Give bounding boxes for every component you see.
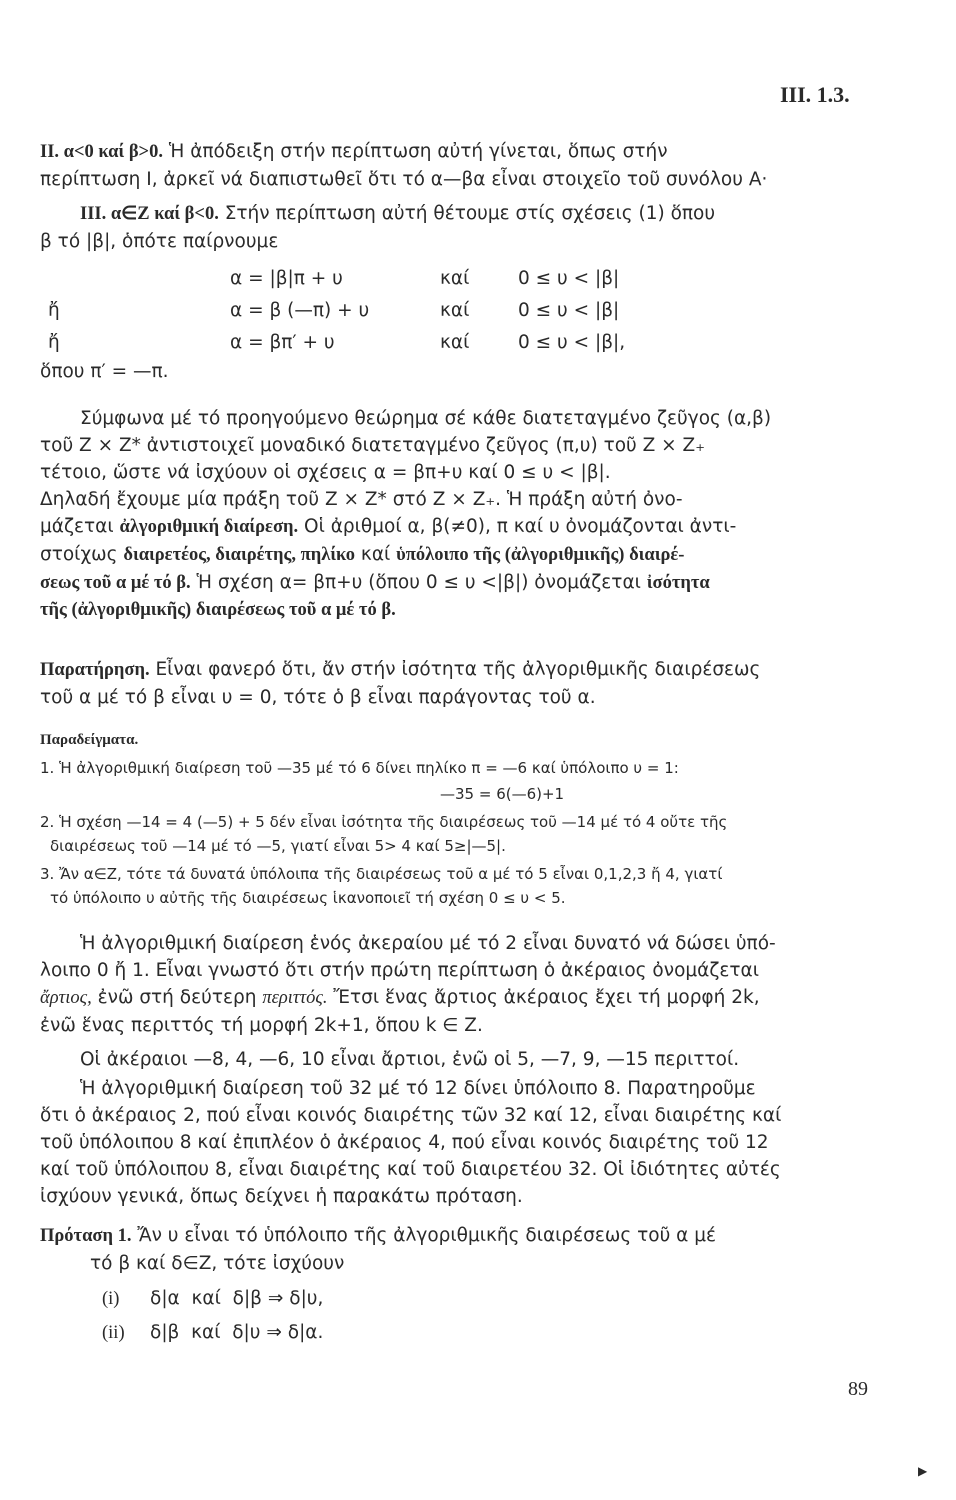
theorem-line-4: Δηλαδή ἔχουμε μία πράξη τοῦ Z × Z* στό Z × Z₊. Ἡ πράξη αὐτή ὀνο- bbox=[40, 489, 683, 510]
examples-section bbox=[40, 728, 880, 910]
parity-line-3d: Ἔτσι ἕνας ἄρτιος ἀκέραιος ἔχει τή μορφή 2k, bbox=[327, 987, 760, 1008]
example-3-line-2: τό ὑπόλοιπο υ αὐτῆς τῆς διαιρέσεως ἱκανοποιεῖ τή σχέση 0 ≤ υ < 5. bbox=[50, 889, 566, 907]
division-paragraph bbox=[40, 1075, 880, 1210]
term-division-of-a-by-b: σεως τοῦ α μέ τό β. bbox=[40, 573, 191, 593]
proposition-label: Πρόταση 1. bbox=[40, 1226, 132, 1246]
case-3-paragraph bbox=[40, 200, 880, 255]
example-1-equation: —35 = 6(—6)+1 bbox=[440, 785, 565, 803]
term-algorithmic-division: ἀλγοριθμική διαίρεση. bbox=[119, 517, 299, 537]
remark-paragraph bbox=[40, 656, 880, 711]
parity-line-3b: ἐνῶ στή δεύτερη bbox=[91, 987, 263, 1008]
case-2-label: II. α<0 καί β>0. bbox=[40, 142, 163, 162]
case-2-paragraph bbox=[40, 138, 880, 193]
division-line-1: Ἡ ἀλγοριθμική διαίρεση τοῦ 32 μέ τό 12 δίνει ὑπόλοιπο 8. Παρατηροῦμε bbox=[80, 1078, 756, 1099]
division-line-2: ὅτι ὁ ἀκέραιος 2, πού εἶναι κοινός διαιρέτης τῶν 32 καί 12, εἶναι διαιρέτης καί bbox=[40, 1105, 782, 1126]
remark-text: Εἶναι φανερό ὅτι, ἄν στήν ἰσότητα τῆς ἀλγοριθμικῆς διαιρέσεως bbox=[149, 659, 761, 680]
proposition-line-2: τό β καί δ∈Z, τότε ἰσχύουν bbox=[90, 1253, 345, 1274]
equation-2-lhs: α = β (—π) + υ bbox=[230, 300, 370, 321]
remark-line-2: τοῦ α μέ τό β εἶναι υ = 0, τότε ὁ β εἶναι παράγοντας τοῦ α. bbox=[40, 687, 596, 708]
parity-line-4: ἐνῶ ἕνας περιττός τή μορφή 2k+1, ὅπου k ∈ Z. bbox=[40, 1015, 483, 1036]
equation-3-prefix: ἤ bbox=[48, 332, 60, 353]
case-3-label: III. α∈Z καί β<0. bbox=[80, 204, 219, 224]
integers-line: Οἱ ἀκέραιοι —8, 4, —6, 10 εἶναι ἄρτιοι, ἐνῶ οἱ 5, —7, 9, —15 περιττοί. bbox=[80, 1049, 740, 1070]
corner-mark-icon: ▶ bbox=[918, 1464, 928, 1478]
example-1: 1. Ἡ ἀλγοριθμική διαίρεση τοῦ —35 μέ τό 6 δίνει πηλίκο π = —6 καί ὑπόλοιπο υ = 1: bbox=[40, 759, 679, 777]
theorem-line-6c: καί bbox=[355, 544, 397, 565]
where-line: ὅπου π′ = —π. bbox=[40, 361, 169, 382]
page-number: 89 bbox=[848, 1378, 868, 1400]
theorem-line-7b: Ἡ σχέση α= βπ+υ (ὅπου 0 ≤ υ <|β|) ὀνομάζεται bbox=[190, 572, 647, 593]
theorem-line-8: τῆς (ἀλγοριθμικῆς) διαιρέσεως τοῦ α μέ τό β. bbox=[40, 600, 396, 620]
examples-title: Παραδείγματα. bbox=[40, 732, 139, 748]
theorem-line-3: τέτοιο, ὥστε νά ἰσχύουν οἱ σχέσεις α = βπ+υ καί 0 ≤ υ < |β|. bbox=[40, 462, 611, 483]
equation-3-rhs: 0 ≤ υ < |β|, bbox=[518, 332, 626, 353]
parity-line-1: Ἡ ἀλγοριθμική διαίρεση ἑνός ἀκεραίου μέ τό 2 εἶναι δυνατό νά δώσει ὑπό- bbox=[80, 933, 776, 954]
proposition-section bbox=[40, 1222, 880, 1347]
term-odd: περιττός. bbox=[262, 988, 328, 1008]
term-even: ἄρτιος, bbox=[40, 988, 92, 1008]
theorem-line-2: τοῦ Z × Z* ἀντιστοιχεῖ μοναδικό διατεταγμένο ζεῦγος (π,υ) τοῦ Z × Z₊ bbox=[40, 435, 705, 456]
equation-3-kai: καί bbox=[440, 332, 470, 353]
theorem-line-5c: Οἱ ἀριθμοί α, β(≠0), π καί υ ὀνομάζονται ἀντι- bbox=[298, 516, 737, 537]
proposition-ii-label: (ii) bbox=[102, 1323, 125, 1343]
equation-3-lhs: α = βπ′ + υ bbox=[230, 332, 335, 353]
section-reference: III. 1.3. bbox=[780, 82, 850, 107]
term-equality: ἰσότητα bbox=[646, 573, 710, 593]
equation-1-rhs: 0 ≤ υ < |β| bbox=[518, 268, 620, 289]
equation-1-lhs: α = |β|π + υ bbox=[230, 268, 343, 289]
example-3-line-1: 3. Ἄν α∈Z, τότε τά δυνατά ὑπόλοιπα τῆς διαιρέσεως τοῦ α μέ τό 5 εἶναι 0,1,2,3 ἤ 4, γιατί bbox=[40, 865, 723, 883]
example-2-line-1: 2. Ἡ σχέση —14 = 4 (—5) + 5 δέν εἶναι ἰσότητα τῆς διαιρέσεως τοῦ —14 μέ τό 4 οὔτε τῆς bbox=[40, 813, 728, 831]
proposition-ii-text: δ|β καί δ|υ ⇒ δ|α. bbox=[150, 1322, 324, 1343]
equation-1-kai: καί bbox=[440, 268, 470, 289]
equation-3 bbox=[40, 332, 880, 359]
parity-paragraph bbox=[40, 930, 880, 1039]
equation-2-rhs: 0 ≤ υ < |β| bbox=[518, 300, 620, 321]
term-dividend-divisor-quotient: διαιρετέος, διαιρέτης, πηλίκο bbox=[123, 545, 356, 565]
equation-2-kai: καί bbox=[440, 300, 470, 321]
proposition-text: Ἄν υ εἶναι τό ὑπόλοιπο τῆς ἀλγοριθμικῆς διαιρέσεως τοῦ α μέ bbox=[131, 1225, 717, 1246]
proposition-i-text: δ|α καί δ|β ⇒ δ|υ, bbox=[150, 1288, 324, 1309]
equation-2-prefix: ἤ bbox=[48, 300, 60, 321]
theorem-line-5a: μάζεται bbox=[40, 516, 120, 537]
equation-1 bbox=[40, 268, 880, 295]
case-2-line-2: περίπτωση I, ἀρκεῖ νά διαπιστωθεῖ ὅτι τό α—βα εἶναι στοιχεῖο τοῦ συνόλου Α· bbox=[40, 169, 768, 190]
term-remainder: ὑπόλοιπο τῆς (ἀλγοριθμικῆς) διαιρέ- bbox=[396, 545, 685, 565]
parity-line-2: λοιπο 0 ἤ 1. Εἶναι γνωστό ὅτι στήν πρώτη περίπτωση ὁ ἀκέραιος ὀνομάζεται bbox=[40, 960, 760, 981]
case-3-text: Στήν περίπτωση αὐτή θέτουμε στίς σχέσεις (1) ὅπου bbox=[218, 203, 716, 224]
proposition-i-label: (i) bbox=[102, 1289, 120, 1309]
remark-label: Παρατήρηση. bbox=[40, 660, 150, 680]
division-line-4: καί τοῦ ὑπόλοιπου 8, εἶναι διαιρέτης καί τοῦ διαιρετέου 32. Οἱ ἰδιότητες αὐτές bbox=[40, 1159, 781, 1180]
case-2-text: Ἡ ἀπόδειξη στήν περίπτωση αὐτή γίνεται, ὅπως στήν bbox=[162, 141, 668, 162]
theorem-line-6a: στοίχως bbox=[40, 544, 124, 565]
theorem-paragraph bbox=[40, 405, 880, 624]
theorem-line-1: Σύμφωνα μέ τό προηγούμενο θεώρημα σέ κάθε διατεταγμένο ζεῦγος (α,β) bbox=[80, 408, 772, 429]
division-line-3: τοῦ ὑπόλοιπου 8 καί ἐπιπλέον ὁ ἀκέραιος 4, πού εἶναι κοινός διαιρέτης τοῦ 12 bbox=[40, 1132, 769, 1153]
equation-2 bbox=[40, 300, 880, 327]
division-line-5: ἰσχύουν γενικά, ὅπως δείχνει ἡ παρακάτω πρόταση. bbox=[40, 1186, 523, 1207]
example-2-line-2: διαιρέσεως τοῦ —14 μέ τό —5, γιατί εἶναι 5> 4 καί 5≥|—5|. bbox=[50, 837, 506, 855]
case-3-line-2: β τό |β|, ὁπότε παίρνουμε bbox=[40, 231, 279, 252]
